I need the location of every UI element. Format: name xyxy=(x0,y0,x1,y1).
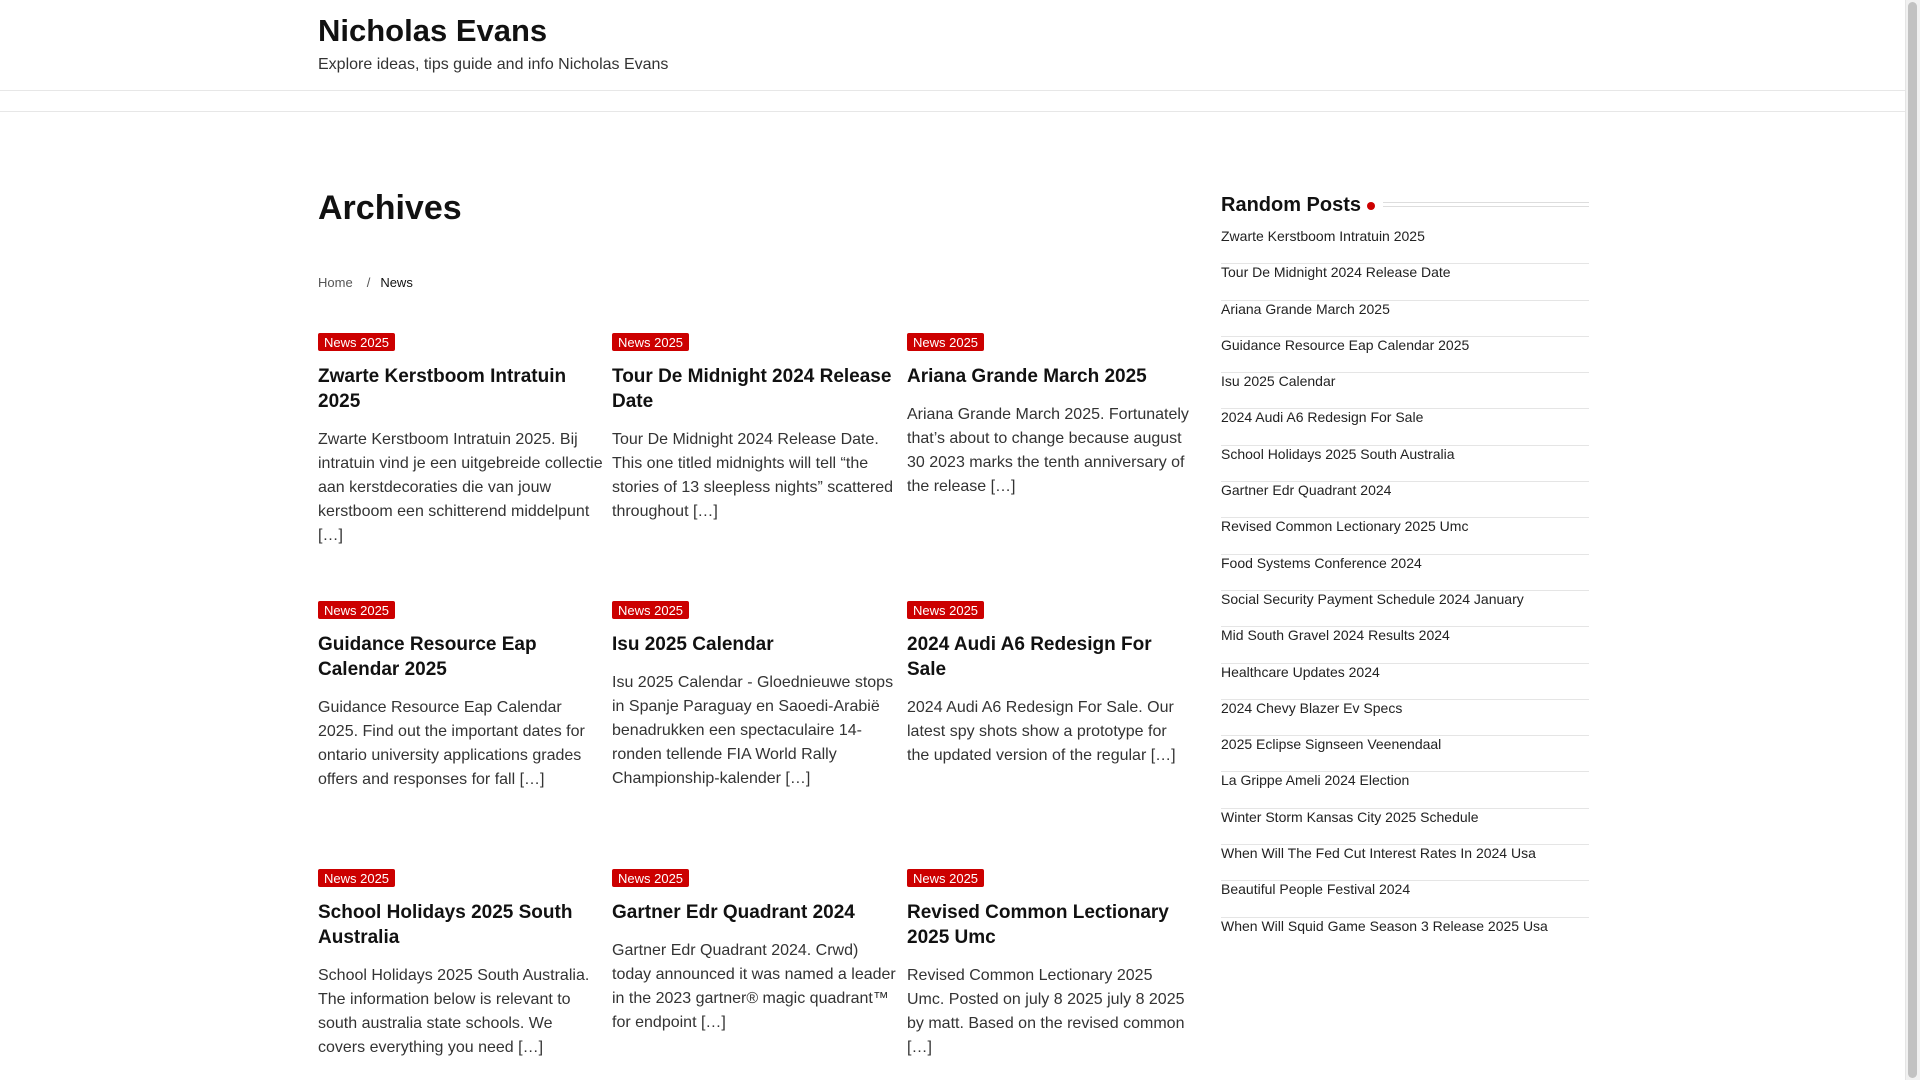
category-badge[interactable]: News 2025 xyxy=(318,333,395,351)
random-post-link[interactable]: Revised Common Lectionary 2025 Umc xyxy=(1221,518,1469,535)
post-title[interactable]: School Holidays 2025 South Australia xyxy=(318,902,573,948)
post-card xyxy=(907,869,1193,1060)
random-post-link[interactable]: 2024 Audi A6 Redesign For Sale xyxy=(1221,409,1424,426)
breadcrumb-home-link[interactable]: Home xyxy=(318,275,353,290)
post-excerpt: Zwarte Kerstboom Intratuin 2025. Bij intratuin vind je een uitgebreide collectie aan kerstdecoraties die van jouw kerstboom een schitterend middelpunt […] xyxy=(318,431,603,544)
post-title[interactable]: Isu 2025 Calendar xyxy=(612,634,774,655)
post-excerpt: Tour De Midnight 2024 Release Date. This one titled midnights will tell “the stories of 13 sleepless nights” scattered throughout […] xyxy=(612,431,894,520)
random-post-link[interactable]: Mid South Gravel 2024 Results 2024 xyxy=(1221,627,1450,644)
list-item xyxy=(1221,373,1589,409)
post-title[interactable]: 2024 Audi A6 Redesign For Sale xyxy=(907,634,1152,680)
post-excerpt: Revised Common Lectionary 2025 Umc. Posted on july 8 2025 july 8 2025 by matt. Based on the revised common […] xyxy=(907,967,1185,1056)
random-post-link[interactable]: 2025 Eclipse Signseen Veenendaal xyxy=(1221,736,1442,753)
widget-title: Random Posts xyxy=(1221,194,1362,216)
post-title[interactable]: Revised Common Lectionary 2025 Umc xyxy=(907,902,1169,948)
list-item xyxy=(1221,664,1589,700)
random-post-link[interactable]: When Will Squid Game Season 3 Release 2025 Usa xyxy=(1221,917,1548,934)
post-excerpt: Ariana Grande March 2025. Fortunately that’s about to change because august 30 2023 marks the tenth anniversary of the release […] xyxy=(907,406,1189,495)
post-card xyxy=(318,333,604,548)
random-post-link[interactable]: Ariana Grande March 2025 xyxy=(1221,300,1390,317)
post-title[interactable]: Gartner Edr Quadrant 2024 xyxy=(612,902,855,923)
random-post-link[interactable]: Healthcare Updates 2024 xyxy=(1221,663,1380,680)
post-card xyxy=(612,869,898,1035)
post-excerpt: Guidance Resource Eap Calendar 2025. Find out the important dates for ontario university applications grades offers and responses for fall […] xyxy=(318,699,585,788)
list-item xyxy=(1221,518,1589,554)
post-title[interactable]: Tour De Midnight 2024 Release Date xyxy=(612,366,892,412)
post-card xyxy=(318,601,604,792)
post-title[interactable]: Guidance Resource Eap Calendar 2025 xyxy=(318,634,537,680)
category-badge[interactable]: News 2025 xyxy=(318,601,395,619)
header-divider xyxy=(0,90,1905,91)
random-post-link[interactable]: When Will The Fed Cut Interest Rates In 2024 Usa xyxy=(1221,845,1536,862)
post-excerpt: 2024 Audi A6 Redesign For Sale. Our latest spy shots show a prototype for the updated version of the regular […] xyxy=(907,699,1176,764)
post-card xyxy=(612,333,898,524)
list-item xyxy=(1221,591,1589,627)
list-item xyxy=(1221,627,1589,663)
random-post-link[interactable]: Gartner Edr Quadrant 2024 xyxy=(1221,482,1392,499)
category-badge[interactable]: News 2025 xyxy=(612,869,689,887)
random-post-link[interactable]: Winter Storm Kansas City 2025 Schedule xyxy=(1221,808,1479,825)
list-item xyxy=(1221,301,1589,337)
category-badge[interactable]: News 2025 xyxy=(612,601,689,619)
breadcrumb xyxy=(318,275,413,291)
post-title[interactable]: Zwarte Kerstboom Intratuin 2025 xyxy=(318,366,567,412)
post-title[interactable]: Ariana Grande March 2025 xyxy=(907,366,1147,387)
list-item xyxy=(1221,881,1589,917)
widget-title-rule xyxy=(1383,202,1589,207)
random-post-link[interactable]: Food Systems Conference 2024 xyxy=(1221,554,1422,571)
random-post-link[interactable]: Beautiful People Festival 2024 xyxy=(1221,881,1411,898)
post-card xyxy=(318,869,604,1060)
breadcrumb-separator: / xyxy=(366,275,371,290)
list-item xyxy=(1221,555,1589,591)
sidebar xyxy=(1221,190,1589,934)
random-post-link[interactable]: Guidance Resource Eap Calendar 2025 xyxy=(1221,336,1470,353)
list-item xyxy=(1221,772,1589,808)
category-badge[interactable]: News 2025 xyxy=(612,333,689,351)
category-badge[interactable]: News 2025 xyxy=(907,601,984,619)
post-card xyxy=(907,333,1193,499)
list-item xyxy=(1221,446,1589,482)
site-header xyxy=(0,0,1905,92)
list-item xyxy=(1221,228,1589,264)
list-item xyxy=(1221,337,1589,373)
post-excerpt: Gartner Edr Quadrant 2024. Crwd) today announced it was named a leader in the 2023 gartner® magic quadrant™ for endpoint […] xyxy=(612,942,896,1031)
list-item xyxy=(1221,736,1589,772)
breadcrumb-current: News xyxy=(380,275,413,290)
post-excerpt: Isu 2025 Calendar - Gloednieuwe stops in Spanje Paraguay en Saoedi-Arabië benadrukken een spectaculaire 14-ronden tellende FIA World Rally Championship-kalender […] xyxy=(612,674,894,787)
list-item xyxy=(1221,845,1589,881)
list-item xyxy=(1221,409,1589,445)
list-item xyxy=(1221,700,1589,736)
nav-bar-divider xyxy=(0,111,1905,112)
post-card xyxy=(907,601,1193,768)
random-post-link[interactable]: Isu 2025 Calendar xyxy=(1221,373,1336,390)
random-post-link[interactable]: School Holidays 2025 South Australia xyxy=(1221,445,1455,462)
page-title: Archives xyxy=(318,189,462,227)
site-title[interactable]: Nicholas Evans xyxy=(318,13,548,48)
random-post-link[interactable]: 2024 Chevy Blazer Ev Specs xyxy=(1221,699,1403,716)
list-item xyxy=(1221,264,1589,300)
widget-header xyxy=(1221,190,1589,220)
category-badge[interactable]: News 2025 xyxy=(318,869,395,887)
random-post-link[interactable]: La Grippe Ameli 2024 Election xyxy=(1221,772,1410,789)
random-post-link[interactable]: Social Security Payment Schedule 2024 January xyxy=(1221,590,1524,607)
list-item xyxy=(1221,918,1589,954)
vertical-scrollbar[interactable] xyxy=(1905,0,1920,1080)
scrollbar-thumb[interactable] xyxy=(1908,2,1917,1078)
random-post-link[interactable]: Zwarte Kerstboom Intratuin 2025 xyxy=(1221,228,1425,244)
site-tagline: Explore ideas, tips guide and info Nicholas Evans xyxy=(318,56,669,73)
random-posts-list xyxy=(1221,228,1589,954)
list-item xyxy=(1221,809,1589,845)
list-item xyxy=(1221,482,1589,518)
category-badge[interactable]: News 2025 xyxy=(907,333,984,351)
random-post-link[interactable]: Tour De Midnight 2024 Release Date xyxy=(1221,264,1451,281)
accent-dot-icon xyxy=(1367,202,1375,210)
category-badge[interactable]: News 2025 xyxy=(907,869,984,887)
post-card xyxy=(612,601,898,791)
post-excerpt: School Holidays 2025 South Australia. The information below is relevant to south australia state schools. We covers everything you need […] xyxy=(318,967,590,1056)
